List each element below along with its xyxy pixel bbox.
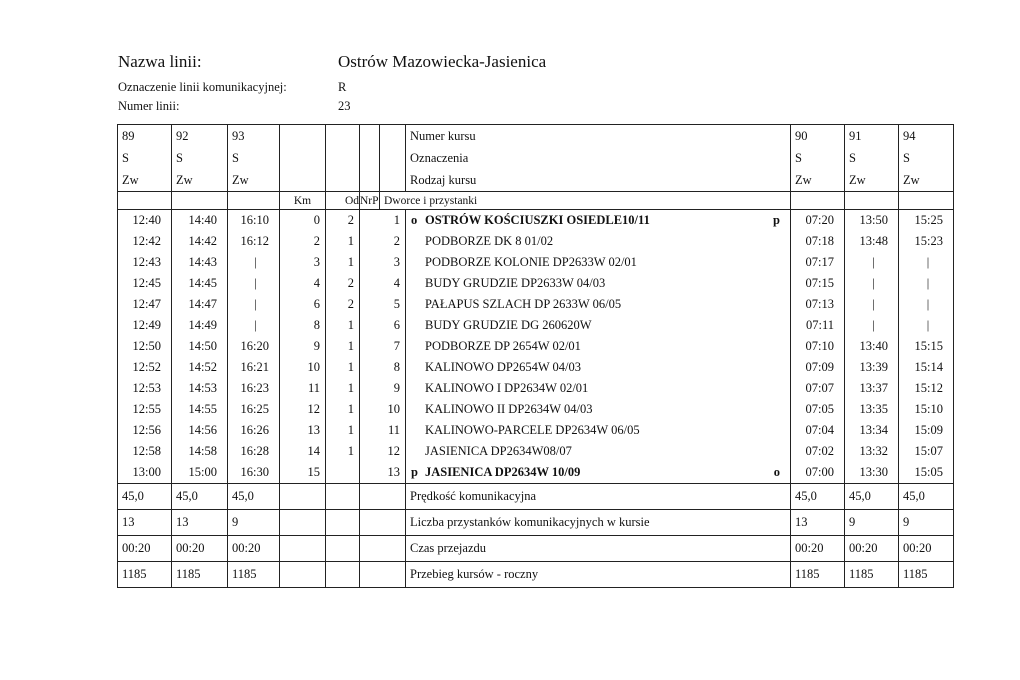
empty-cell bbox=[326, 169, 360, 192]
od-value: 2 bbox=[326, 294, 360, 315]
summary-right-value: 1185 bbox=[845, 562, 899, 588]
empty-cell bbox=[326, 147, 360, 169]
stop-row bbox=[118, 231, 954, 252]
arrival-time: 13:30 bbox=[845, 462, 899, 484]
empty-cell bbox=[280, 147, 326, 169]
arrival-time: | bbox=[899, 315, 954, 336]
arrival-time: 15:05 bbox=[899, 462, 954, 484]
empty-cell bbox=[326, 562, 360, 588]
timetable bbox=[117, 124, 954, 588]
arrival-time: 15:25 bbox=[899, 210, 954, 232]
departure-time: 16:25 bbox=[228, 399, 280, 420]
arrival-time: | bbox=[899, 294, 954, 315]
left-designation: S bbox=[172, 147, 228, 169]
od-value: 1 bbox=[326, 252, 360, 273]
summary-left-value: 45,0 bbox=[172, 484, 228, 510]
empty-cell bbox=[172, 192, 228, 210]
empty-cell bbox=[360, 562, 406, 588]
departure-time: 12:47 bbox=[118, 294, 172, 315]
arrival-time: 13:48 bbox=[845, 231, 899, 252]
departure-time: 12:55 bbox=[118, 399, 172, 420]
km-value: 3 bbox=[280, 252, 326, 273]
arrival-time: 07:09 bbox=[791, 357, 845, 378]
stop-name: PODBORZE DK 8 01/02 bbox=[425, 234, 554, 248]
left-course-type: Zw bbox=[228, 169, 280, 192]
empty-cell bbox=[326, 484, 360, 510]
summary-left-value: 1185 bbox=[228, 562, 280, 588]
empty-cell bbox=[280, 510, 326, 536]
departure-time: 14:50 bbox=[172, 336, 228, 357]
departure-time: 14:43 bbox=[172, 252, 228, 273]
line-number-value: 23 bbox=[338, 99, 351, 113]
km-value: 4 bbox=[280, 273, 326, 294]
stop-number: 5 bbox=[360, 294, 406, 315]
stop-cell bbox=[406, 378, 791, 399]
summary-left-value: 00:20 bbox=[172, 536, 228, 562]
summary-left-value: 9 bbox=[228, 510, 280, 536]
arrival-time: 07:05 bbox=[791, 399, 845, 420]
empty-cell bbox=[326, 125, 360, 148]
right-course-number: 91 bbox=[845, 125, 899, 148]
od-header: Od bbox=[326, 192, 360, 210]
stop-mark: p bbox=[411, 465, 418, 479]
summary-row bbox=[118, 510, 954, 536]
stop-cell bbox=[406, 462, 791, 484]
empty-cell bbox=[380, 147, 406, 169]
summary-left-value: 45,0 bbox=[118, 484, 172, 510]
arrival-time: 07:17 bbox=[791, 252, 845, 273]
summary-right-value: 00:20 bbox=[899, 536, 954, 562]
departure-time: 14:53 bbox=[172, 378, 228, 399]
left-course-number: 93 bbox=[228, 125, 280, 148]
arrival-time: 07:02 bbox=[791, 441, 845, 462]
summary-right-value: 00:20 bbox=[845, 536, 899, 562]
km-value: 8 bbox=[280, 315, 326, 336]
right-designation: S bbox=[845, 147, 899, 169]
line-code-row bbox=[118, 80, 347, 95]
stop-number: 2 bbox=[360, 231, 406, 252]
right-course-type: Zw bbox=[845, 169, 899, 192]
course-number-label: Numer kursu bbox=[406, 125, 791, 148]
line-number-label: Numer linii: bbox=[118, 99, 180, 113]
arrival-time: 15:09 bbox=[899, 420, 954, 441]
departure-time: 16:23 bbox=[228, 378, 280, 399]
od-value: 1 bbox=[326, 378, 360, 399]
departure-time: 14:42 bbox=[172, 231, 228, 252]
left-course-number: 89 bbox=[118, 125, 172, 148]
stop-name: PODBORZE DP 2654W 02/01 bbox=[425, 339, 581, 353]
km-value: 0 bbox=[280, 210, 326, 232]
arrival-time: 15:14 bbox=[899, 357, 954, 378]
summary-row bbox=[118, 536, 954, 562]
empty-cell bbox=[845, 192, 899, 210]
od-value bbox=[326, 462, 360, 484]
summary-left-value: 1185 bbox=[118, 562, 172, 588]
stop-number: 3 bbox=[360, 252, 406, 273]
course-number-row bbox=[118, 125, 954, 148]
km-value: 2 bbox=[280, 231, 326, 252]
arrival-time: 13:37 bbox=[845, 378, 899, 399]
left-course-type: Zw bbox=[172, 169, 228, 192]
arrival-time: 07:15 bbox=[791, 273, 845, 294]
stop-cell bbox=[406, 273, 791, 294]
empty-cell bbox=[360, 484, 406, 510]
arrival-time: | bbox=[845, 294, 899, 315]
stop-name: JASIENICA DP2634W 10/09 bbox=[425, 465, 581, 479]
line-name-label: Nazwa linii: bbox=[118, 52, 202, 71]
summary-row bbox=[118, 484, 954, 510]
arrival-time: 13:35 bbox=[845, 399, 899, 420]
arrival-time: 13:50 bbox=[845, 210, 899, 232]
arrival-time: | bbox=[845, 273, 899, 294]
summary-left-value: 13 bbox=[172, 510, 228, 536]
stop-row bbox=[118, 462, 954, 484]
od-value: 1 bbox=[326, 231, 360, 252]
departure-time: 16:26 bbox=[228, 420, 280, 441]
km-value: 13 bbox=[280, 420, 326, 441]
empty-cell bbox=[360, 510, 406, 536]
arrival-time: 07:13 bbox=[791, 294, 845, 315]
stop-row bbox=[118, 399, 954, 420]
right-course-number: 90 bbox=[791, 125, 845, 148]
departure-time: 12:53 bbox=[118, 378, 172, 399]
departure-time: 14:47 bbox=[172, 294, 228, 315]
stop-name: KALINOWO I DP2634W 02/01 bbox=[425, 381, 589, 395]
arrival-time: 15:15 bbox=[899, 336, 954, 357]
left-designation: S bbox=[118, 147, 172, 169]
summary-label: Czas przejazdu bbox=[406, 536, 791, 562]
course-type-row bbox=[118, 169, 954, 192]
departure-time: 12:49 bbox=[118, 315, 172, 336]
right-designation: S bbox=[899, 147, 954, 169]
arrival-time: 07:07 bbox=[791, 378, 845, 399]
column-label-row bbox=[118, 192, 954, 210]
departure-time: 16:20 bbox=[228, 336, 280, 357]
stop-row bbox=[118, 294, 954, 315]
departure-time: 12:58 bbox=[118, 441, 172, 462]
left-course-number: 92 bbox=[172, 125, 228, 148]
summary-label: Prędkość komunikacyjna bbox=[406, 484, 791, 510]
stop-cell bbox=[406, 441, 791, 462]
summary-right-value: 1185 bbox=[899, 562, 954, 588]
stop-row bbox=[118, 441, 954, 462]
departure-time: 15:00 bbox=[172, 462, 228, 484]
stop-number: 8 bbox=[360, 357, 406, 378]
stop-cell bbox=[406, 315, 791, 336]
departure-time: 14:49 bbox=[172, 315, 228, 336]
arrival-time: | bbox=[899, 273, 954, 294]
stop-cell bbox=[406, 336, 791, 357]
summary-left-value: 13 bbox=[118, 510, 172, 536]
stop-row bbox=[118, 252, 954, 273]
summary-label: Liczba przystanków komunikacyjnych w kursie bbox=[406, 510, 791, 536]
stop-name: KALINOWO-PARCELE DP2634W 06/05 bbox=[425, 423, 640, 437]
right-course-type: Zw bbox=[791, 169, 845, 192]
empty-cell bbox=[280, 169, 326, 192]
stop-row bbox=[118, 378, 954, 399]
line-code-label: Oznaczenie linii komunikacyjnej: bbox=[118, 80, 287, 94]
arrival-time: 07:00 bbox=[791, 462, 845, 484]
arrival-time: 15:07 bbox=[899, 441, 954, 462]
course-type-label: Rodzaj kursu bbox=[406, 169, 791, 192]
departure-time: 13:00 bbox=[118, 462, 172, 484]
arrival-time: 13:39 bbox=[845, 357, 899, 378]
departure-time: 12:52 bbox=[118, 357, 172, 378]
stop-number: 12 bbox=[360, 441, 406, 462]
summary-right-value: 45,0 bbox=[791, 484, 845, 510]
stop-number: 9 bbox=[360, 378, 406, 399]
designation-label: Oznaczenia bbox=[406, 147, 791, 169]
departure-time: 14:55 bbox=[172, 399, 228, 420]
stop-cell bbox=[406, 357, 791, 378]
stop-name: PODBORZE KOLONIE DP2633W 02/01 bbox=[425, 255, 637, 269]
summary-label: Przebieg kursów - roczny bbox=[406, 562, 791, 588]
stop-row bbox=[118, 357, 954, 378]
stop-end-mark: p bbox=[773, 213, 780, 227]
stop-name: PAŁAPUS SZLACH DP 2633W 06/05 bbox=[425, 297, 622, 311]
empty-cell bbox=[280, 562, 326, 588]
arrival-time: 07:04 bbox=[791, 420, 845, 441]
km-value: 11 bbox=[280, 378, 326, 399]
stop-number: 11 bbox=[360, 420, 406, 441]
arrival-time: 13:32 bbox=[845, 441, 899, 462]
stop-number: 10 bbox=[360, 399, 406, 420]
empty-cell bbox=[360, 147, 380, 169]
stop-number: 1 bbox=[360, 210, 406, 232]
left-designation: S bbox=[228, 147, 280, 169]
departure-time: | bbox=[228, 315, 280, 336]
od-value: 2 bbox=[326, 273, 360, 294]
departure-time: 12:56 bbox=[118, 420, 172, 441]
arrival-time: | bbox=[845, 252, 899, 273]
stop-cell bbox=[406, 420, 791, 441]
departure-time: 14:56 bbox=[172, 420, 228, 441]
empty-cell bbox=[899, 192, 954, 210]
right-course-type: Zw bbox=[899, 169, 954, 192]
line-name-row bbox=[118, 52, 547, 72]
stop-name: JASIENICA DP2634W08/07 bbox=[425, 444, 572, 458]
summary-right-value: 9 bbox=[845, 510, 899, 536]
stop-row bbox=[118, 210, 954, 232]
arrival-time: | bbox=[845, 315, 899, 336]
departure-time: 14:52 bbox=[172, 357, 228, 378]
stop-mark: o bbox=[411, 213, 418, 227]
od-value: 2 bbox=[326, 210, 360, 232]
km-value: 14 bbox=[280, 441, 326, 462]
summary-row bbox=[118, 562, 954, 588]
stop-cell bbox=[406, 210, 791, 232]
summary-left-value: 1185 bbox=[172, 562, 228, 588]
empty-cell bbox=[791, 192, 845, 210]
arrival-time: 15:12 bbox=[899, 378, 954, 399]
departure-time: | bbox=[228, 252, 280, 273]
empty-cell bbox=[118, 192, 172, 210]
arrival-time: 07:10 bbox=[791, 336, 845, 357]
empty-cell bbox=[228, 192, 280, 210]
nrp-header: NrP bbox=[360, 192, 380, 210]
arrival-time: 07:18 bbox=[791, 231, 845, 252]
stop-cell bbox=[406, 231, 791, 252]
departure-time: 16:30 bbox=[228, 462, 280, 484]
stop-row bbox=[118, 315, 954, 336]
departure-time: 14:40 bbox=[172, 210, 228, 232]
km-value: 10 bbox=[280, 357, 326, 378]
od-value: 1 bbox=[326, 420, 360, 441]
stop-number: 6 bbox=[360, 315, 406, 336]
line-code-value: R bbox=[338, 80, 347, 94]
summary-right-value: 00:20 bbox=[791, 536, 845, 562]
stop-name: KALINOWO DP2654W 04/03 bbox=[425, 360, 582, 374]
empty-cell bbox=[326, 536, 360, 562]
departure-time: | bbox=[228, 294, 280, 315]
departure-time: 12:40 bbox=[118, 210, 172, 232]
summary-right-value: 45,0 bbox=[899, 484, 954, 510]
stop-cell bbox=[406, 399, 791, 420]
stop-number: 7 bbox=[360, 336, 406, 357]
km-header: Km bbox=[280, 192, 326, 210]
departure-time: 16:21 bbox=[228, 357, 280, 378]
empty-cell bbox=[360, 169, 380, 192]
departure-time: 16:28 bbox=[228, 441, 280, 462]
summary-right-value: 45,0 bbox=[845, 484, 899, 510]
stop-cell bbox=[406, 294, 791, 315]
right-designation: S bbox=[791, 147, 845, 169]
departure-time: 16:12 bbox=[228, 231, 280, 252]
summary-left-value: 00:20 bbox=[118, 536, 172, 562]
empty-cell bbox=[360, 536, 406, 562]
stop-name: KALINOWO II DP2634W 04/03 bbox=[425, 402, 593, 416]
stop-name: OSTRÓW KOŚCIUSZKI OSIEDLE10/11 bbox=[425, 213, 650, 227]
stop-number: 13 bbox=[360, 462, 406, 484]
od-value: 1 bbox=[326, 399, 360, 420]
od-value: 1 bbox=[326, 357, 360, 378]
line-name-value: Ostrów Mazowiecka-Jasienica bbox=[338, 52, 547, 71]
km-value: 9 bbox=[280, 336, 326, 357]
arrival-time: | bbox=[899, 252, 954, 273]
arrival-time: 07:20 bbox=[791, 210, 845, 232]
od-value: 1 bbox=[326, 441, 360, 462]
departure-time: 12:42 bbox=[118, 231, 172, 252]
stop-name: BUDY GRUDZIE DP2633W 04/03 bbox=[425, 276, 606, 290]
arrival-time: 07:11 bbox=[791, 315, 845, 336]
arrival-time: 13:34 bbox=[845, 420, 899, 441]
arrival-time: 13:40 bbox=[845, 336, 899, 357]
od-value: 1 bbox=[326, 336, 360, 357]
departure-time: 16:10 bbox=[228, 210, 280, 232]
arrival-time: 15:10 bbox=[899, 399, 954, 420]
right-course-number: 94 bbox=[899, 125, 954, 148]
left-course-type: Zw bbox=[118, 169, 172, 192]
stop-number: 4 bbox=[360, 273, 406, 294]
arrival-time: 15:23 bbox=[899, 231, 954, 252]
empty-cell bbox=[280, 125, 326, 148]
summary-left-value: 45,0 bbox=[228, 484, 280, 510]
stop-row bbox=[118, 336, 954, 357]
km-value: 15 bbox=[280, 462, 326, 484]
km-value: 12 bbox=[280, 399, 326, 420]
od-value: 1 bbox=[326, 315, 360, 336]
summary-left-value: 00:20 bbox=[228, 536, 280, 562]
empty-cell bbox=[280, 536, 326, 562]
stop-cell bbox=[406, 252, 791, 273]
departure-time: 12:45 bbox=[118, 273, 172, 294]
empty-cell bbox=[326, 510, 360, 536]
departure-time: 14:58 bbox=[172, 441, 228, 462]
departure-time: 12:50 bbox=[118, 336, 172, 357]
departure-time: | bbox=[228, 273, 280, 294]
line-number-row bbox=[118, 99, 351, 114]
designation-row bbox=[118, 147, 954, 169]
summary-right-value: 9 bbox=[899, 510, 954, 536]
empty-cell bbox=[380, 125, 406, 148]
departure-time: 12:43 bbox=[118, 252, 172, 273]
empty-cell bbox=[280, 484, 326, 510]
empty-cell bbox=[360, 125, 380, 148]
stop-end-mark: o bbox=[773, 465, 780, 479]
stop-row bbox=[118, 420, 954, 441]
departure-time: 14:45 bbox=[172, 273, 228, 294]
stop-row bbox=[118, 273, 954, 294]
summary-right-value: 1185 bbox=[791, 562, 845, 588]
summary-right-value: 13 bbox=[791, 510, 845, 536]
empty-cell bbox=[380, 169, 406, 192]
stops-header: Dworce i przystanki bbox=[380, 192, 791, 210]
km-value: 6 bbox=[280, 294, 326, 315]
stop-name: BUDY GRUDZIE DG 260620W bbox=[425, 318, 592, 332]
